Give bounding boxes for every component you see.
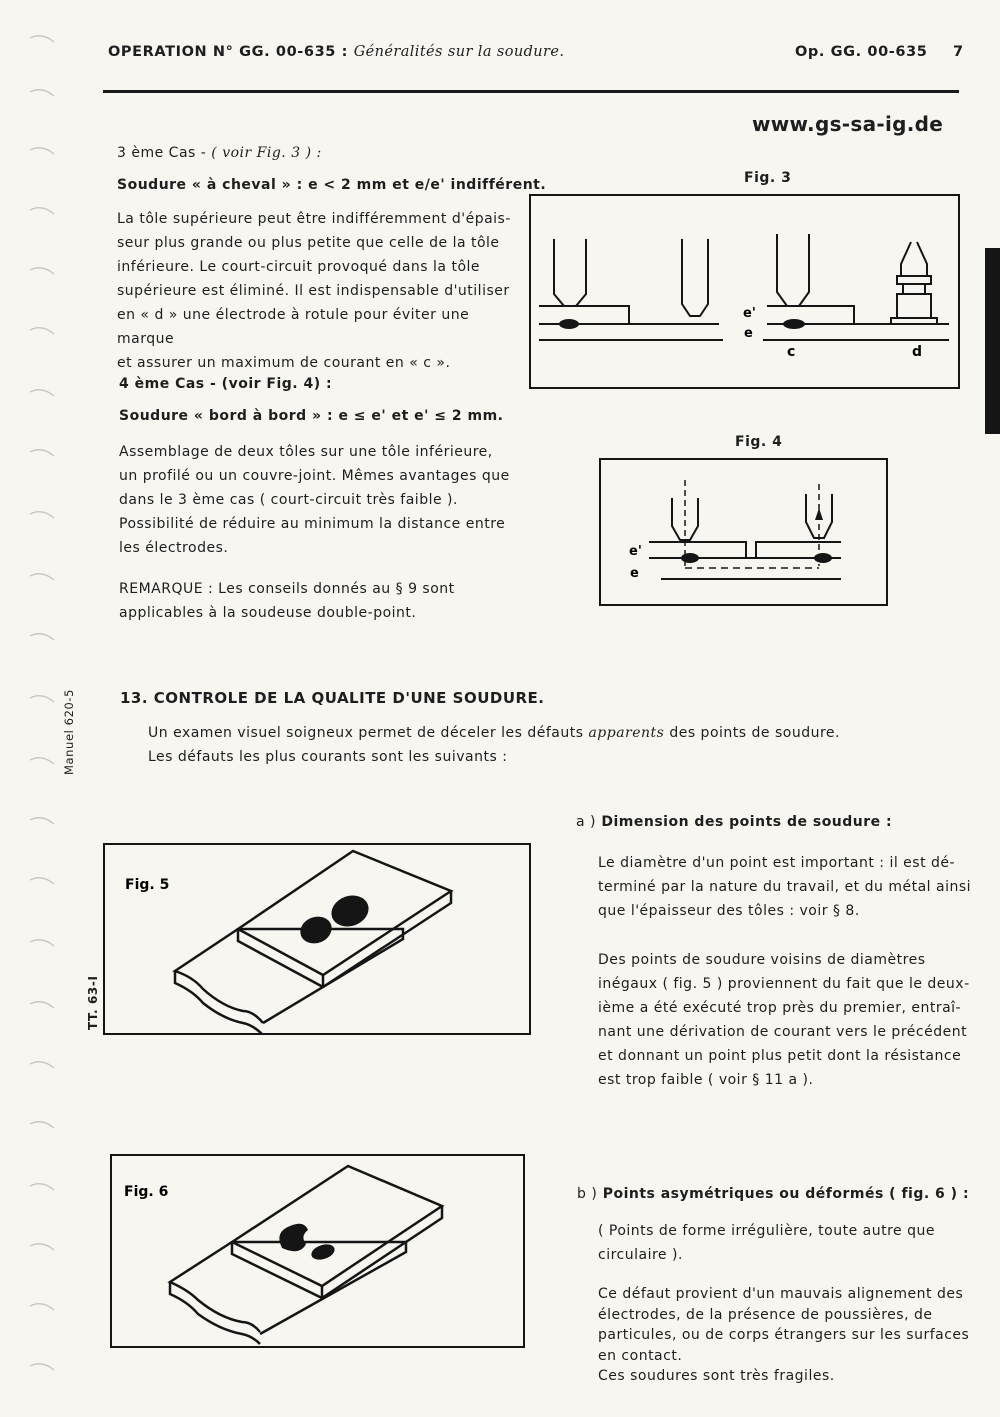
binder-holes <box>0 0 60 1417</box>
fig3-label-c: c <box>787 344 796 360</box>
fig5-diagram <box>103 843 531 1035</box>
page-number: 7 <box>953 44 964 60</box>
header-rule <box>103 90 959 93</box>
section13-intro: Un examen visuel soigneux permet de déceler les défauts apparents des points de soudure. Les défauts les plus courants sont les suivants : <box>148 725 840 765</box>
fig4-diagram <box>599 458 888 606</box>
point-b-para1: ( Points de forme irrégulière, toute autre que circulaire ). <box>598 1223 935 1263</box>
fig4-caption: Fig. 4 <box>735 434 783 450</box>
fig4-label-e: e <box>630 566 639 581</box>
fig3-diagram <box>529 194 960 389</box>
fig6-diagram <box>110 1154 525 1348</box>
case3-subtitle: Soudure « à cheval » : e < 2 mm et e/e' indifférent. <box>117 177 547 193</box>
case4-remark: REMARQUE : Les conseils donnés au § 9 sont applicables à la soudeuse double-point. <box>119 581 455 621</box>
fig5-caption: Fig. 5 <box>125 877 170 893</box>
fig3-label-d: d <box>912 344 923 360</box>
case3-title: 3 ème Cas - ( voir Fig. 3 ) : <box>117 145 322 161</box>
margin-manual-label: Manuel 620-5 <box>62 688 76 775</box>
case4-title: 4 ème Cas - (voir Fig. 4) : <box>119 376 333 392</box>
header-operation: OPERATION N° GG. 00-635 : Généralités sur la soudure. <box>108 44 565 60</box>
margin-code-label: TT. 63-I <box>86 975 100 1030</box>
fig3-label-e: e <box>744 326 753 341</box>
watermark-url: www.gs-sa-ig.de <box>752 112 944 136</box>
header-op-ref: Op. GG. 00-635 <box>795 44 928 60</box>
point-a-heading: a ) Dimension des points de soudure : <box>576 814 893 830</box>
fig6-caption: Fig. 6 <box>124 1184 169 1200</box>
section-tab-marker <box>985 248 1000 434</box>
fig4-label-e-prime: e' <box>629 544 642 559</box>
point-a-para2: Des points de soudure voisins de diamètres inégaux ( fig. 5 ) proviennent du fait que le deux- ième a été exécuté trop près du premier, entraî- nant une dérivation de courant vers le précédent et donnant un point plus petit dont la résistance est trop faible ( voir § 11 a ). <box>598 952 970 1088</box>
case4-body: Assemblage de deux tôles sur une tôle inférieure, un profilé ou un couvre-joint. Mêmes avantages que dans le 3 ème cas ( court-circuit très faible ). Possibilité de réduire au minimum la distance entre les électrodes. <box>119 444 510 556</box>
case4-subtitle: Soudure « bord à bord » : e ≤ e' et e' ≤ 2 mm. <box>119 408 504 424</box>
section13-title: 13. CONTROLE DE LA QUALITE D'UNE SOUDURE. <box>120 689 545 707</box>
case3-body: La tôle supérieure peut être indifféremment d'épais- seur plus grande ou plus petite que celle de la tôle inférieure. Le court-circuit provoqué dans la tôle supérieure est éliminé. Il est indispensable d'utiliser en « d » une électrode à rotule pour éviter une marque et assurer un maximum de courant en « c ». <box>117 211 511 371</box>
point-b-para2: Ce défaut provient d'un mauvais alignement des électrodes, de la présence de poussières, de particules, ou de corps étrangers sur les surfaces en contact. Ces soudures sont très fragiles. <box>598 1286 970 1384</box>
point-b-heading: b ) Points asymétriques ou déformés ( fig. 6 ) : <box>577 1186 970 1202</box>
point-a-para1: Le diamètre d'un point est important : il est dé- terminé par la nature du travail, et du métal ainsi que l'épaisseur des tôles : voir § 8. <box>598 855 972 919</box>
fig3-caption: Fig. 3 <box>744 170 792 186</box>
fig3-label-e-prime: e' <box>743 306 756 321</box>
header-subtitle: Généralités sur la soudure. <box>353 44 565 60</box>
